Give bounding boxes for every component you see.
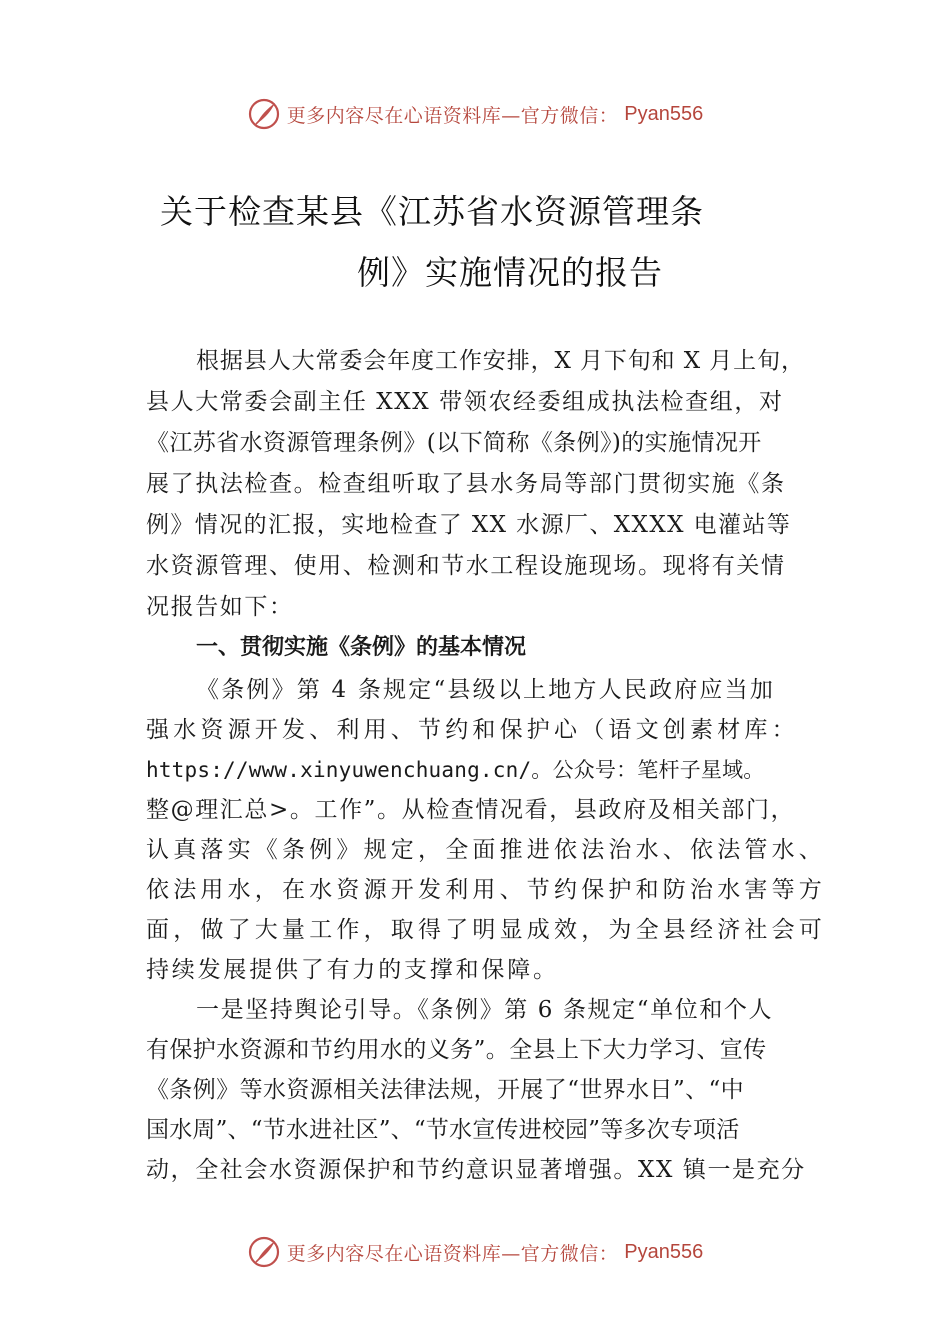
paragraph-line: 整@理汇总>。工作”。从检查情况看，县政府及相关部门， [146, 797, 796, 823]
paragraph-line: 水资源管理、使用、检测和节水工程设施现场。现将有关情 [146, 553, 786, 579]
paragraph-line: 根据县人大常委会年度工作安排，X 月下旬和 X 月上旬， [196, 348, 805, 374]
paragraph-line: 持续发展提供了有力的支撑和保障。 [146, 957, 559, 983]
paragraph-line: 一是坚持舆论引导。《条例》第 6 条规定“单位和个人 [196, 997, 774, 1023]
paragraph-line: 《条例》第 4 条规定“县级以上地方人民政府应当加 [196, 677, 776, 703]
paragraph-line: 有保护水资源和节约用水的义务”。全县上下大力学习、宣传 [146, 1037, 767, 1063]
footer-watermark-banner [0, 1230, 950, 1274]
paragraph-line: 依法用水，在水资源开发利用、节约保护和防治水害等方 [146, 877, 826, 903]
banner-wechat-id: Pyan556 [624, 1240, 704, 1263]
paragraph-line: 面，做了大量工作，取得了明显成效，为全县经济社会可 [146, 917, 826, 943]
paragraph-line: 例》情况的汇报，实地检查了 XX 水源厂、XXXX 电灌站等 [146, 512, 792, 538]
paragraph-line: 况报告如下： [146, 594, 294, 620]
paragraph-line: 县人大常委会副主任 XXX 带领农经委组成执法检查组，对 [146, 389, 784, 415]
paragraph-line: 展了执法检查。检查组听取了县水务局等部门贯彻实施《条 [146, 471, 786, 497]
document-title-line-1: 关于检查某县《江苏省水资源管理条 [160, 192, 704, 231]
paragraph-line: 《江苏省水资源管理条例》(以下简称《条例》)的实施情况开 [146, 430, 762, 456]
header-watermark-banner [0, 92, 950, 136]
banner-text: 更多内容尽在心语资料库—官方微信： [286, 104, 619, 127]
quill-logo-icon [247, 1235, 281, 1269]
document-title-line-2: 例》实施情况的报告 [357, 253, 663, 292]
paragraph-line: 《条例》等水资源相关法律法规，开展了“世界水日”、“中 [146, 1077, 745, 1103]
section-heading: 一、贯彻实施《条例》的基本情况 [196, 635, 527, 660]
paragraph-line: 国水周”、“节水进社区”、“节水宣传进校园”等多次专项活 [146, 1117, 740, 1143]
quill-logo-icon [247, 97, 281, 131]
paragraph-line: 动，全社会水资源保护和节约意识显著增强。XX 镇一是充分 [146, 1157, 806, 1183]
paragraph-line: 强水资源开发、利用、节约和保护心（语文创素材库： [146, 717, 799, 743]
banner-wechat-id: Pyan556 [624, 102, 704, 125]
banner-text: 更多内容尽在心语资料库—官方微信： [286, 1242, 619, 1265]
paragraph-line: 认真落实《条例》规定，全面推进依法治水、依法管水、 [146, 837, 826, 863]
paragraph-line: https://www.xinyuwenchuang.cn/。公众号：笔杆子星域。 [146, 758, 765, 782]
